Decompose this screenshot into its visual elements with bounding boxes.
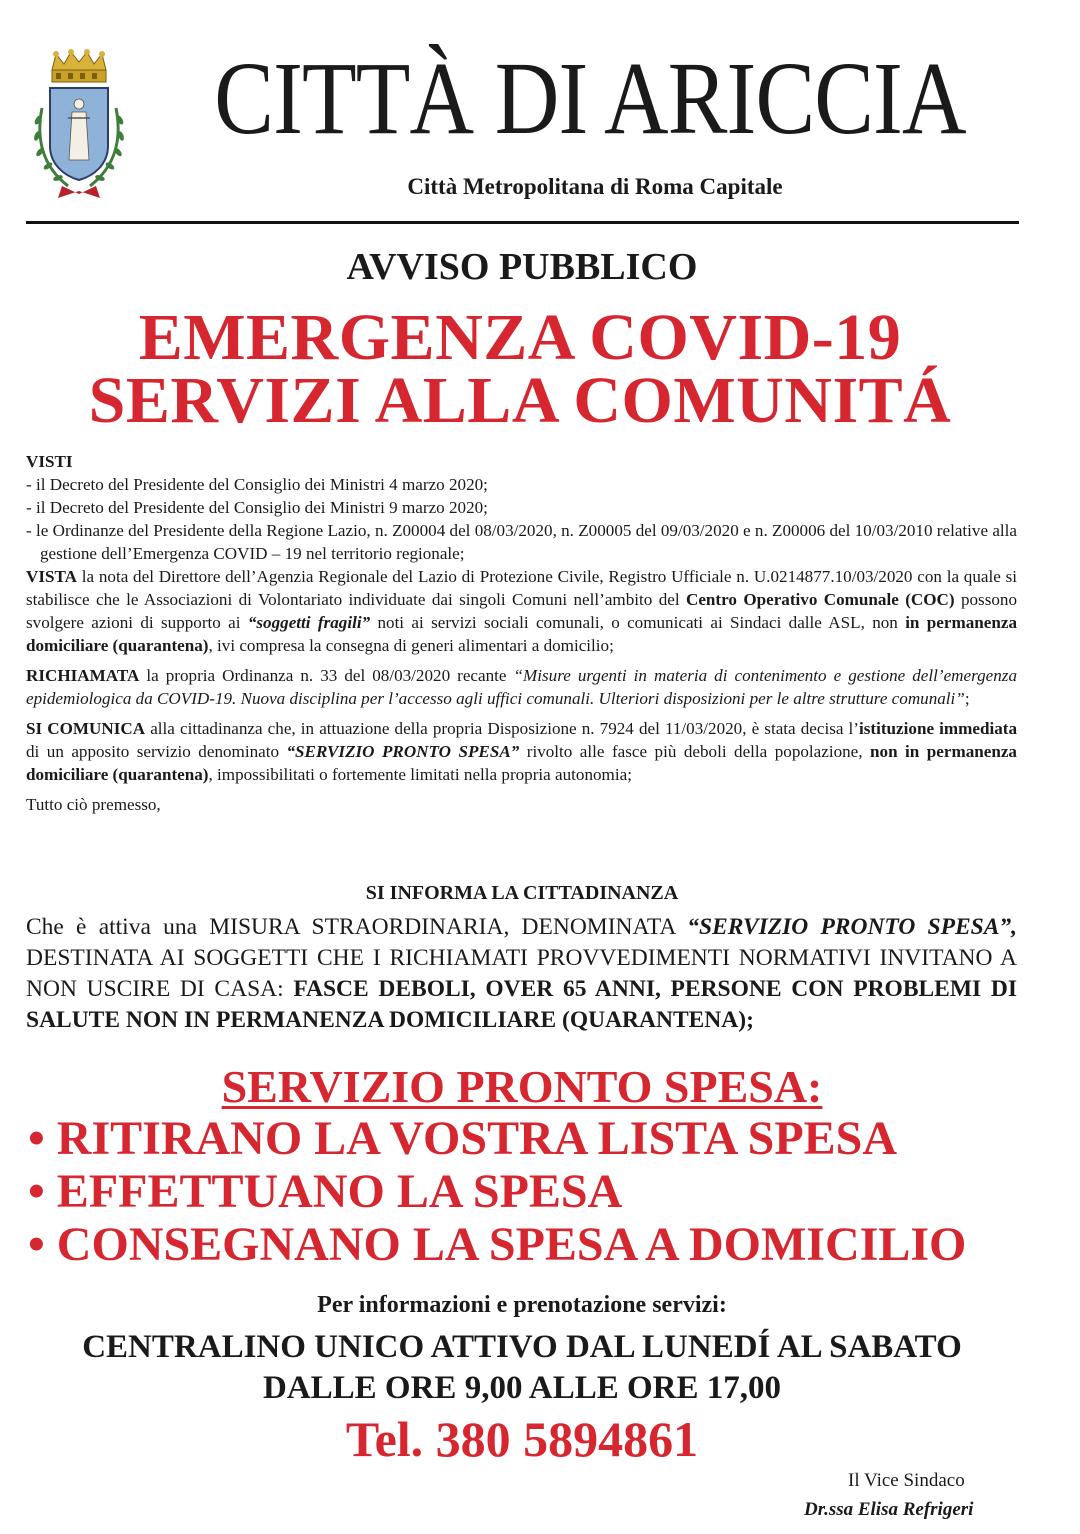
inform-heading: SI INFORMA LA CITTADINANZA bbox=[365, 882, 679, 904]
comunica-service-name: “SERVIZIO PRONTO SPESA” bbox=[286, 742, 520, 761]
info-heading: Per informazioni e prenotazione servizi: bbox=[317, 1292, 727, 1318]
visti-item: - il Decreto del Presidente del Consiglio dei Ministri 9 marzo 2020; bbox=[26, 498, 488, 517]
vista-coc: Centro Operativo Comunale (COC) bbox=[685, 590, 955, 609]
comunica-paragraph bbox=[26, 717, 1017, 786]
richiamata-text: la propria Ordinanza n. 33 del 08/03/2020 recante bbox=[139, 666, 514, 685]
visti-label: VISTI bbox=[26, 452, 73, 471]
visti-item: - il Decreto del Presidente del Consiglio dei Ministri 4 marzo 2020; bbox=[26, 475, 488, 494]
service-title-text: SERVIZIO PRONTO SPESA: bbox=[221, 1061, 823, 1112]
richiamata-label: RICHIAMATA bbox=[26, 666, 140, 685]
richiamata-paragraph bbox=[26, 664, 1017, 710]
vista-text: la nota del Direttore dell’Agenzia Regionale del Lazio di Protezione Civile, Registro Ufficiale n. U.0214877.10/03/2020 con la quale si stabilisce che le Associazioni di Volontariato individuate dai singoli Comuni nell’ambito del bbox=[26, 567, 1017, 609]
phone-number: Tel. 380 5894861 bbox=[345, 1411, 699, 1467]
measure-service-name: “SERVIZIO PRONTO SPESA”, bbox=[687, 914, 1017, 940]
signature-role: Il Vice Sindaco bbox=[848, 1470, 965, 1491]
comunica-text: , impossibilitati o fortemente limitati nella propria autonomia; bbox=[208, 765, 632, 784]
notice-body bbox=[26, 450, 1017, 823]
comunica-quarantine: non in permanenza domiciliare (quarantena) bbox=[26, 742, 1017, 784]
notice-label: AVVISO PUBBLICO bbox=[346, 246, 698, 288]
comunica-text: alla cittadinanza che, in attuazione della propria Disposizione n. 7924 del 11/03/2020, è stata decisa l’ bbox=[145, 719, 860, 738]
vista-text: , ivi compresa la consegna di generi alimentari a domicilio; bbox=[208, 636, 614, 655]
comunica-text: di un apposito servizio denominato bbox=[26, 742, 287, 761]
richiamata-quote: “Misure urgenti in materia di contenimento e gestione dell’emergenza epidemiologica da COVID-19. Nuova disciplina per l’accesso agli uffici comunali. Ulteriori disposizioni per le altre strutture comunali” bbox=[26, 666, 1017, 708]
premessa: Tutto ciò premesso, bbox=[26, 795, 161, 814]
switchboard-hours: DALLE ORE 9,00 ALLE ORE 17,00 bbox=[262, 1370, 781, 1406]
richiamata-text: ; bbox=[964, 689, 970, 708]
service-list-item: • EFFETTUANO LA SPESA bbox=[28, 1165, 623, 1218]
headline-emergency: EMERGENZA COVID-19 bbox=[138, 301, 902, 374]
vista-paragraph bbox=[26, 565, 1017, 657]
city-title: CITTÀ DI ARICCIA bbox=[214, 41, 966, 156]
headline-services: SERVIZI ALLA COMUNITÁ bbox=[88, 364, 952, 437]
comunica-text: rivolto alle fasce più deboli della popolazione, bbox=[519, 742, 871, 761]
visti-item: - le Ordinanze del Presidente della Regione Lazio, n. Z00004 del 08/03/2020, n. Z00005 del 09/03/2020 e n. Z00006 del 10/03/2010 relative alla gestione dell’Emergenza COVID – 19 nel territorio regionale; bbox=[26, 521, 1017, 563]
vista-text: possono svolgere azioni di supporto ai bbox=[26, 590, 1018, 632]
service-list-item: • CONSEGNANO LA SPESA A DOMICILIO bbox=[28, 1218, 967, 1271]
service-title bbox=[0, 1060, 1044, 1113]
city-subtitle: Città Metropolitana di Roma Capitale bbox=[407, 174, 783, 199]
comunica-bold: istituzione immediata bbox=[859, 719, 1018, 738]
signature-name: Dr.ssa Elisa Refrigeri bbox=[804, 1499, 974, 1520]
municipal-crest-icon bbox=[28, 48, 130, 204]
vista-fragile: “soggetti fragili” bbox=[247, 613, 371, 632]
measure-text: DESTINATA AI SOGGETTI CHE I RICHIAMATI PROVVEDIMENTI NORMATIVI INVITANO A NON USCIRE DI CASA: bbox=[26, 945, 1017, 1002]
switchboard-days: CENTRALINO UNICO ATTIVO DAL LUNEDÍ AL SABATO bbox=[82, 1329, 962, 1365]
measure-target-groups: FASCE DEBOLI, OVER 65 ANNI, PERSONE CON PROBLEMI DI SALUTE NON IN PERMANENZA DOMICILIARE (QUARANTENA); bbox=[26, 976, 1017, 1033]
service-list-item: • RITIRANO LA VOSTRA LISTA SPESA bbox=[28, 1112, 898, 1165]
vista-text: noti ai servizi sociali comunali, o comunicati ai Sindaci dalle ASL, non bbox=[370, 613, 906, 632]
header-divider bbox=[26, 221, 1019, 224]
measure-text: Che è attiva una MISURA STRAORDINARIA, DENOMINATA bbox=[26, 914, 688, 940]
vista-quarantine: in permanenza domiciliare (quarantena) bbox=[26, 613, 1017, 655]
vista-label: VISTA bbox=[26, 567, 77, 586]
comunica-label: SI COMUNICA bbox=[26, 719, 146, 738]
measure-paragraph bbox=[26, 912, 1017, 1036]
service-list bbox=[28, 1112, 1028, 1271]
